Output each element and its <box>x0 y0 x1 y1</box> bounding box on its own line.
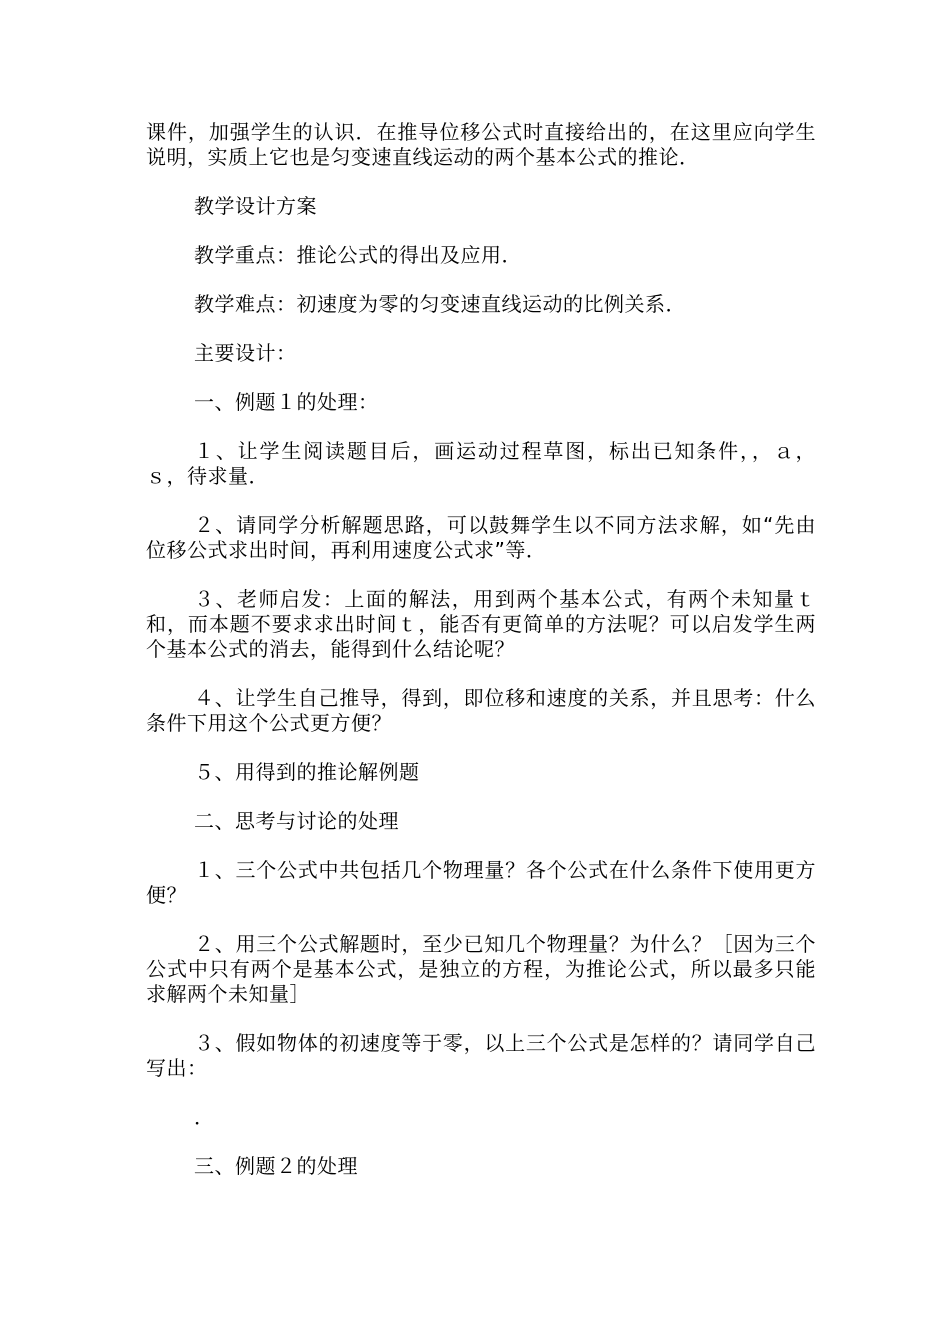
paragraph-section-one-heading: 一、例题１的处理： <box>194 390 379 414</box>
paragraph-teaching-focus: 教学重点：推论公式的得出及应用． <box>194 243 522 267</box>
paragraph-step-1-5: ５、用得到的推论解例题 <box>194 760 420 784</box>
document-body <box>146 120 816 1203</box>
paragraph-step-1-3: ３、老师启发：上面的解法，用到两个基本公式，有两个未知量ｔ和，而本题不要求求出时间ｔ，能否有更简单的方法呢？可以启发学生两个基本公式的消去，能得到什么结论呢？ <box>146 587 816 661</box>
paragraph-step-2-3: ３、假如物体的初速度等于零，以上三个公式是怎样的？请同学自己写出： <box>146 1031 816 1080</box>
paragraph-section-three-heading: 三、例题２的处理 <box>194 1154 358 1178</box>
paragraph-intro-continuation: 课件，加强学生的认识．在推导位移公式时直接给出的，在这里应向学生说明，实质上它也是匀变速直线运动的两个基本公式的推论． <box>146 120 816 169</box>
paragraph-period: ． <box>194 1105 215 1129</box>
paragraph-main-design: 主要设计： <box>194 341 297 365</box>
paragraph-step-2-2: ２、用三个公式解题时，至少已知几个物理量？为什么？［因为三个公式中只有两个是基本公式，是独立的方程，为推论公式，所以最多只能求解两个未知量］ <box>146 932 816 1006</box>
paragraph-step-1-2: ２、请同学分析解题思路，可以鼓舞学生以不同方法求解，如“先由位移公式求出时间，再利用速度公式求”等． <box>146 513 816 562</box>
paragraph-step-1-4: ４、让学生自己推导，得到，即位移和速度的关系，并且思考：什么条件下用这个公式更方便？ <box>146 686 816 735</box>
paragraph-section-two-heading: 二、思考与讨论的处理 <box>194 809 399 833</box>
paragraph-design-plan-heading: 教学设计方案 <box>194 194 317 218</box>
paragraph-step-1-1: １、让学生阅读题目后，画运动过程草图，标出已知条件，，ａ，ｓ，待求量． <box>146 439 816 488</box>
paragraph-step-2-1: １、三个公式中共包括几个物理量？各个公式在什么条件下使用更方便？ <box>146 858 816 907</box>
paragraph-teaching-difficulty: 教学难点：初速度为零的匀变速直线运动的比例关系． <box>194 292 686 316</box>
